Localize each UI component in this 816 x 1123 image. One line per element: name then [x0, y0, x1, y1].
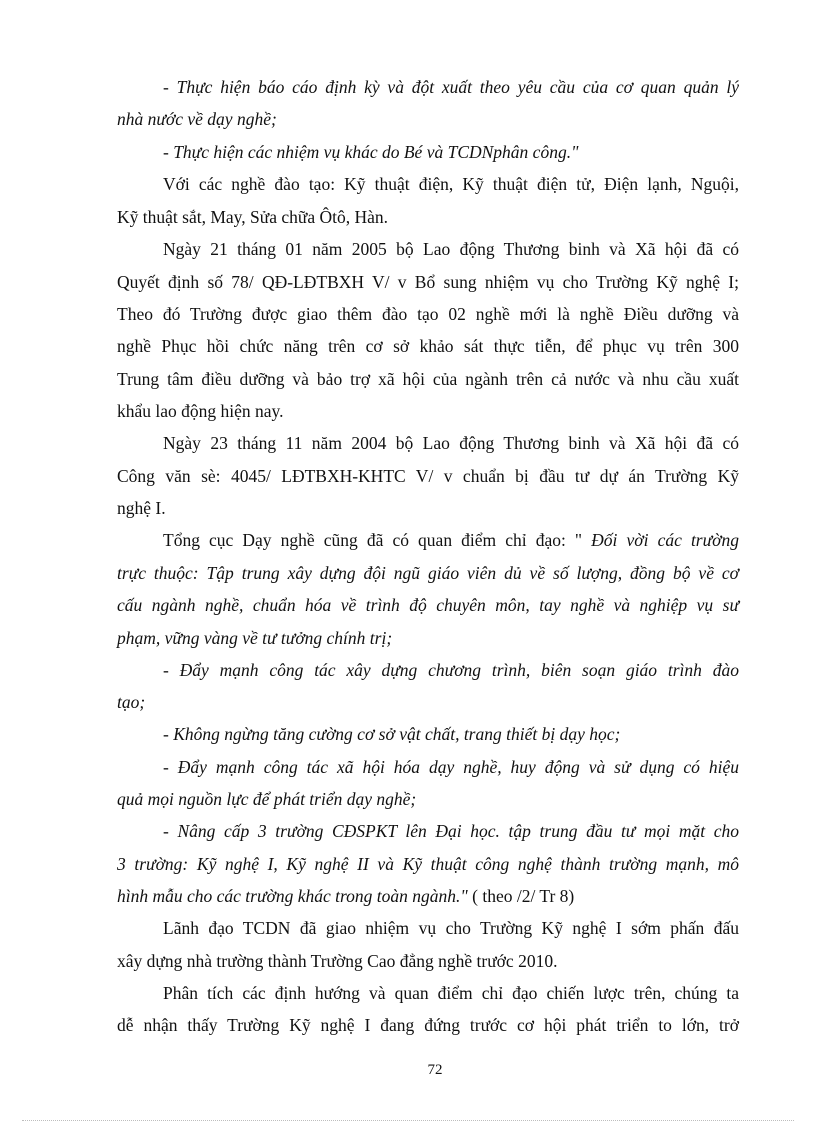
text-line: nghề Phục hồi chức năng trên cơ sở khảo sát thực tiễn, để phục vụ trên 300 — [117, 336, 739, 356]
text-line: Trung tâm điều dưỡng và bảo trợ xã hội của ngành trên cả nước và nhu cầu xuất — [117, 369, 739, 389]
text-line: dễ nhận thấy Trường Kỹ nghệ I đang đứng trước cơ hội phát triển to lớn, trở — [117, 1015, 739, 1035]
text-line: Ngày 21 tháng 01 năm 2005 bộ Lao động Thương binh và Xã hội đã có — [163, 239, 739, 259]
text-line: cấu ngành nghề, chuẩn hóa về trình độ chuyên môn, tay nghề và nghiệp vụ sư — [117, 595, 739, 615]
text-run: Tổng cục Dạy nghề cũng đã có quan điểm chỉ đạo: " — [163, 530, 592, 550]
text-line: - Đẩy mạnh công tác xã hội hóa dạy nghề, huy động và sử dụng có hiệu — [163, 757, 739, 777]
text-line: Với các nghề đào tạo: Kỹ thuật điện, Kỹ thuật điện tử, Điện lạnh, Nguội, — [163, 174, 739, 194]
text-line: Công văn sè: 4045/ LĐTBXH-KHTC V/ v chuẩn bị đầu tư dự án Trường Kỹ — [117, 466, 739, 486]
text-run-italic: hình mẫu cho các trường khác trong toàn ngành." — [117, 886, 468, 906]
text-line: Theo đó Trường được giao thêm đào tạo 02 nghề mới là nghề Điều dưỡng và — [117, 304, 739, 324]
text-line: xây dựng nhà trường thành Trường Cao đẳng nghề trước 2010. — [117, 951, 558, 971]
text-line: khẩu lao động hiện nay. — [117, 401, 284, 421]
text-line: - Thực hiện các nhiệm vụ khác do Bé và TCDNphân công." — [163, 142, 579, 162]
page-number: 72 — [427, 1062, 443, 1078]
text-line: nghệ I. — [117, 498, 166, 518]
text-line: Kỹ thuật sắt, May, Sửa chữa Ôtô, Hàn. — [117, 207, 389, 227]
text-line — [117, 885, 574, 907]
page-bottom-divider — [22, 1120, 794, 1121]
text-line: - Nâng cấp 3 trường CĐSPKT lên Đại học. tập trung đầu tư mọi mặt cho — [163, 821, 739, 841]
text-line: trực thuộc: Tập trung xây dựng đội ngũ giáo viên dủ về số lượng, đồng bộ về cơ — [117, 563, 739, 583]
text-line: - Đẩy mạnh công tác xây dựng chương trình, biên soạn giáo trình đào — [163, 660, 739, 680]
text-run-italic: Đối vời các trường — [591, 530, 739, 550]
text-line: Phân tích các định hướng và quan điểm chỉ đạo chiến lược trên, chúng ta — [163, 983, 739, 1003]
text-line: - Thực hiện báo cáo định kỳ và đột xuất theo yêu cầu của cơ quan quản lý — [163, 77, 739, 97]
text-line: 3 trường: Kỹ nghệ I, Kỹ nghệ II và Kỹ thuật công nghệ thành trường mạnh, mô — [117, 854, 739, 874]
text-line: Ngày 23 tháng 11 năm 2004 bộ Lao động Thương binh và Xã hội đã có — [163, 433, 739, 453]
text-line: nhà nước về dạy nghề; — [117, 109, 277, 129]
text-run: ( theo /2/ Tr 8) — [467, 886, 575, 906]
text-line — [163, 529, 739, 551]
text-line: - Không ngừng tăng cường cơ sở vật chất, trang thiết bị dạy học; — [163, 724, 621, 744]
text-line: phạm, vững vàng về tư tưởng chính trị; — [117, 628, 393, 648]
text-line: Lãnh đạo TCDN đã giao nhiệm vụ cho Trường Kỹ nghệ I sớm phấn đấu — [163, 918, 739, 938]
text-line: tạo; — [117, 692, 146, 712]
text-line: quả mọi nguồn lực để phát triển dạy nghề; — [117, 789, 417, 809]
text-line: Quyết định số 78/ QĐ-LĐTBXH V/ v Bổ sung nhiệm vụ cho Trường Kỹ nghệ I; — [117, 272, 739, 292]
